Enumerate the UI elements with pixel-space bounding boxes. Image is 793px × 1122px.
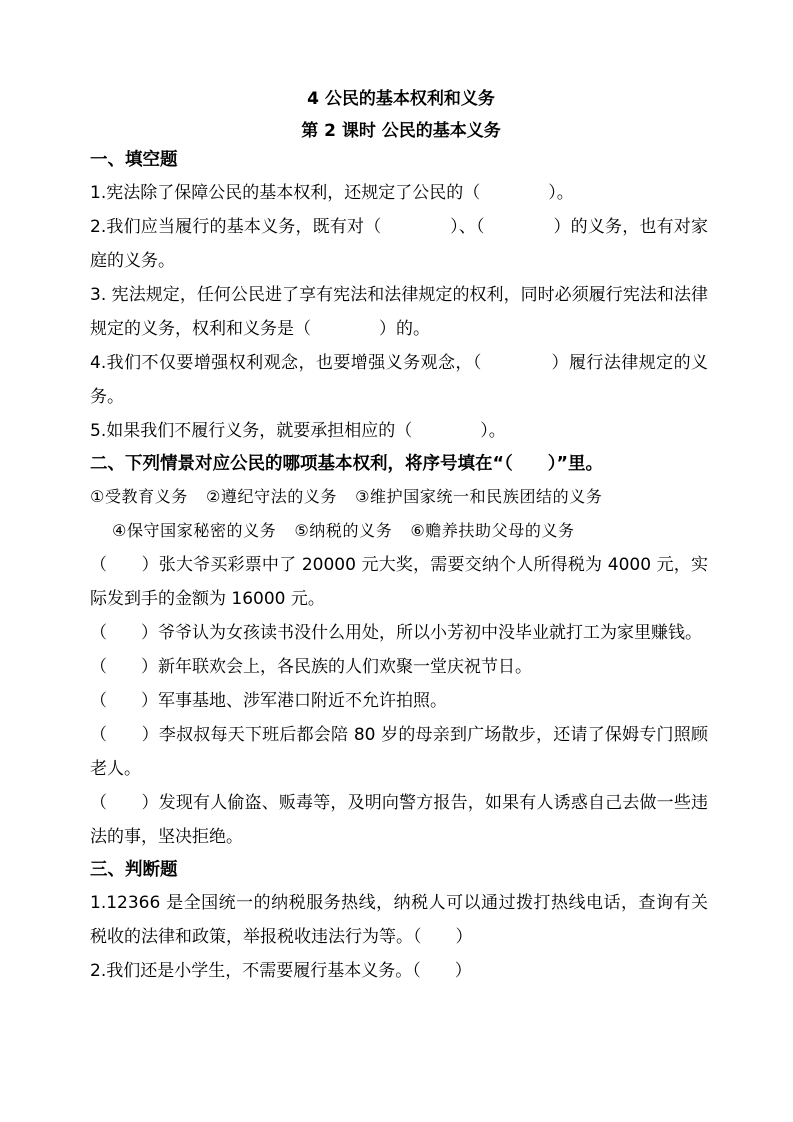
- matching-question-5: （ ）李叔叔每天下班后都会陪 80 岁的母亲到广场散步，还请了保姆专门照顾老人。: [90, 725, 708, 779]
- matching-question-2: （ ）爷爷认为女孩读书没什么用处，所以小芳初中没毕业就打工为家里赚钱。: [90, 623, 702, 643]
- options-row-2: [90, 514, 708, 548]
- option-6: ⑥赡养扶助父母的义务: [410, 521, 575, 540]
- fill-blank-question-2: 2.我们应当履行的基本义务，既有对（ ）、（ ）的义务，也有对家庭的义务。: [90, 217, 708, 271]
- option-3: ③维护国家统一和民族团结的义务: [355, 487, 603, 506]
- matching-question-1: （ ）张大爷买彩票中了 20000 元大奖，需要交纳个人所得税为 4000 元，实际发到手的金额为 16000 元。: [90, 555, 708, 609]
- matching-question-4: （ ）军事基地、涉军港口附近不允许拍照。: [90, 691, 447, 711]
- option-2: ②遵纪守法的义务: [205, 487, 338, 506]
- options-row-1: [90, 480, 708, 514]
- section-heading-fill-blank: 一、填空题: [90, 150, 178, 170]
- section-heading-matching: 二、下列情景对应公民的哪项基本权利，将序号填在“（ ）”里。: [90, 454, 604, 474]
- true-false-question-1: 1.12366 是全国统一的纳税服务热线，纳税人可以通过拨打热线电话，查询有关税收的法律和政策，举报税收违法行为等。（ ）: [90, 893, 708, 947]
- page-title: 4 公民的基本权利和义务: [307, 89, 495, 109]
- matching-question-3: （ ）新年联欢会上，各民族的人们欢聚一堂庆祝节日。: [90, 657, 532, 677]
- option-4: ④保守国家秘密的义务: [112, 521, 277, 540]
- page-subtitle: 第 2 课时 公民的基本义务: [301, 121, 501, 141]
- option-1: ①受教育义务: [90, 487, 188, 506]
- section-heading-true-false: 三、判断题: [90, 860, 178, 880]
- matching-question-6: （ ）发现有人偷盗、贩毒等，及明向警方报告，如果有人诱惑自己去做一些违法的事，坚决拒绝。: [90, 793, 708, 847]
- worksheet: [90, 86, 708, 988]
- option-5: ⑤纳税的义务: [294, 521, 393, 540]
- fill-blank-question-5: 5.如果我们不履行义务，就要承担相应的（ ）。: [90, 421, 506, 441]
- true-false-question-2: 2.我们还是小学生，不需要履行基本义务。（ ）: [90, 961, 472, 981]
- fill-blank-question-1: 1.宪法除了保障公民的基本权利，还规定了公民的（ ）。: [90, 183, 574, 203]
- fill-blank-question-3: 3. 宪法规定，任何公民进了享有宪法和法律规定的权利，同时必须履行宪法和法律规定的义务，权利和义务是（ ）的。: [90, 285, 708, 339]
- fill-blank-question-4: 4.我们不仅要增强权利观念，也要增强义务观念，（ ）履行法律规定的义务。: [90, 353, 708, 407]
